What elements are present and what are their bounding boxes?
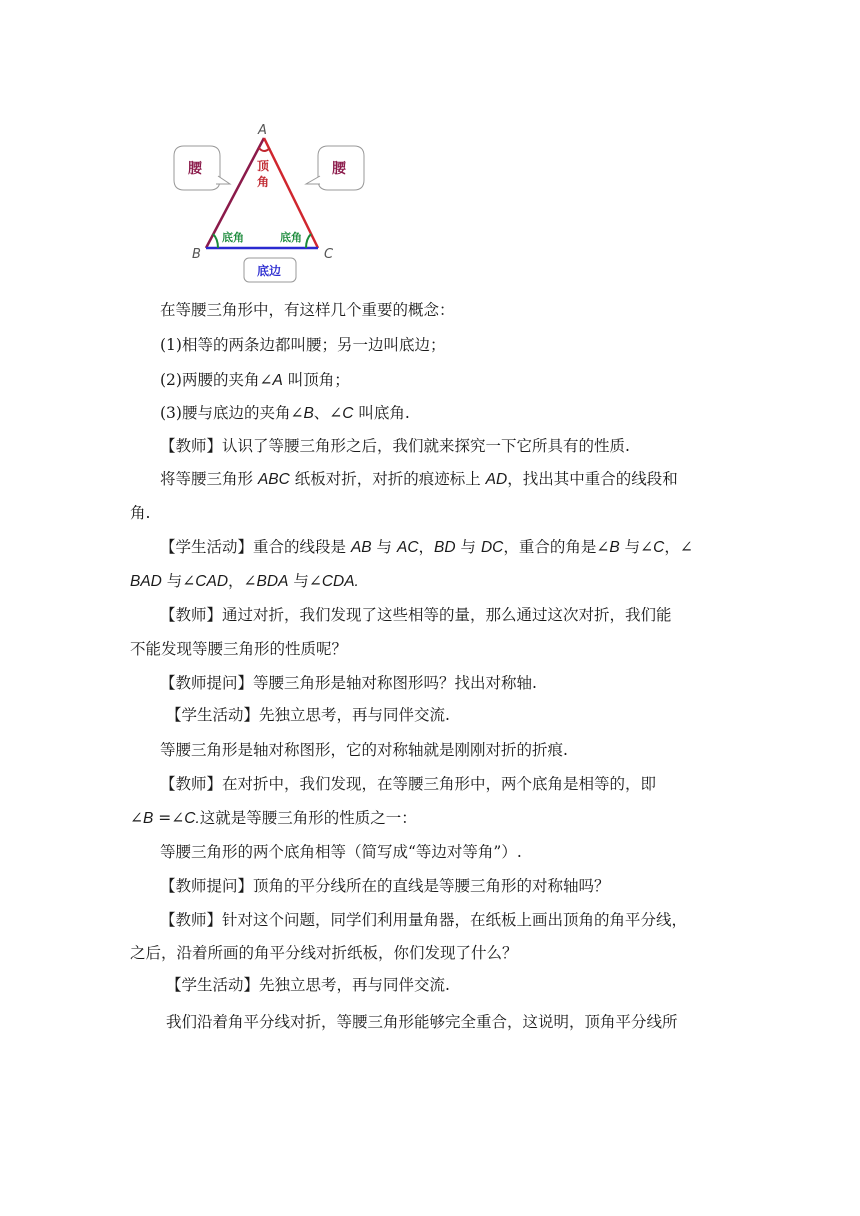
text-run: 与 bbox=[371, 538, 397, 556]
paragraph-line bbox=[166, 1012, 678, 1032]
apex-angle-label-line1: 顶 bbox=[257, 159, 270, 173]
text-run: (3)腰与底边的夹角∠ bbox=[160, 404, 304, 422]
base-label: 底边 bbox=[257, 264, 282, 278]
text-run: ，重合的角是∠ bbox=[503, 538, 610, 556]
paragraph-line bbox=[160, 910, 687, 930]
text-run: ∠ bbox=[130, 809, 143, 827]
text-run: 等腰三角形是轴对称图形，它的对称轴就是刚刚对折的折痕. bbox=[160, 741, 568, 759]
text-run: 与∠ bbox=[161, 572, 196, 590]
text-run: ，找出其中重合的线段和 bbox=[507, 470, 678, 488]
paragraph-line bbox=[160, 537, 693, 558]
left-leg-label: 腰 bbox=[188, 161, 202, 177]
text-run: 在等腰三角形中，有这样几个重要的概念： bbox=[160, 301, 455, 319]
math-symbol: CDA. bbox=[321, 573, 359, 590]
paragraph-line bbox=[130, 808, 417, 829]
paragraph-line bbox=[130, 943, 518, 963]
left-base-angle-arc bbox=[213, 234, 218, 248]
right-base-angle-arc bbox=[306, 234, 311, 248]
text-run: 【学生活动】重合的线段是 bbox=[160, 538, 351, 556]
text-run: 角. bbox=[130, 504, 151, 522]
text-run: 之后，沿着所画的角平分线对折纸板，你们发现了什么？ bbox=[130, 944, 518, 962]
text-run: 等腰三角形的两个底角相等（简写成“等边对等角”）. bbox=[160, 843, 522, 861]
paragraph-line bbox=[160, 842, 522, 862]
text-run: 【教师提问】顶角的平分线所在的直线是等腰三角形的对称轴吗？ bbox=[160, 877, 610, 895]
paragraph-line bbox=[160, 469, 678, 490]
text-run: 【教师】在对折中，我们发现，在等腰三角形中，两个底角是相等的，即 bbox=[160, 775, 657, 793]
paragraph-line bbox=[130, 571, 359, 592]
math-symbol: B bbox=[143, 810, 154, 827]
text-run: 【学生活动】先独立思考，再与同伴交流. bbox=[166, 976, 450, 994]
paragraph-line bbox=[160, 370, 350, 391]
math-symbol: C bbox=[653, 539, 665, 556]
paragraph-line bbox=[160, 300, 455, 320]
math-symbol: AD bbox=[485, 471, 508, 488]
text-run: 【学生活动】先独立思考，再与同伴交流. bbox=[166, 706, 450, 724]
text-run: 将等腰三角形 bbox=[160, 470, 258, 488]
text-run: 与 bbox=[455, 538, 481, 556]
text-run: (1)相等的两条边都叫腰；另一边叫底边； bbox=[160, 336, 446, 354]
math-symbol: BAD bbox=[130, 573, 162, 590]
text-run: 我们沿着角平分线对折，等腰三角形能够完全重合，这说明，顶角平分线所 bbox=[166, 1013, 678, 1031]
text-run: 【教师】通过对折，我们发现了这些相等的量，那么通过这次对折，我们能 bbox=[160, 606, 672, 624]
text-run: ，∠ bbox=[664, 538, 693, 556]
text-run: (2)两腰的夹角∠ bbox=[160, 371, 273, 389]
vertex-b-label: B bbox=[192, 247, 201, 262]
isosceles-triangle-figure bbox=[160, 118, 370, 290]
apex-angle-arc bbox=[259, 148, 270, 151]
paragraph-line bbox=[166, 705, 450, 725]
text-run: ， bbox=[418, 538, 435, 556]
math-symbol: BDA bbox=[256, 573, 289, 590]
right-base-angle-label: 底角 bbox=[280, 231, 302, 244]
left-base-angle-label: 底角 bbox=[222, 231, 244, 244]
math-symbol: AC bbox=[396, 539, 419, 556]
paragraph-line bbox=[160, 774, 656, 794]
math-symbol: C. bbox=[184, 810, 200, 827]
text-run: 叫底角. bbox=[353, 404, 410, 422]
right-leg-label: 腰 bbox=[332, 161, 346, 177]
text-run: 与∠ bbox=[288, 572, 322, 590]
text-run: 这就是等腰三角形的性质之一： bbox=[199, 809, 417, 827]
text-run: 不能发现等腰三角形的性质呢？ bbox=[130, 640, 348, 658]
paragraph-line bbox=[130, 503, 150, 523]
text-run: 【教师提问】等腰三角形是轴对称图形吗？找出对称轴. bbox=[160, 674, 537, 692]
paragraph-line bbox=[160, 876, 610, 896]
paragraph-line bbox=[160, 436, 630, 456]
math-symbol: CAD bbox=[195, 573, 229, 590]
paragraph-line bbox=[160, 403, 410, 424]
math-symbol: BD bbox=[434, 539, 456, 556]
paragraph-line bbox=[160, 673, 537, 693]
text-run: 【教师】针对这个问题，同学们利用量角器，在纸板上画出顶角的角平分线， bbox=[160, 911, 688, 929]
text-run: 叫顶角； bbox=[282, 371, 350, 389]
math-symbol: A bbox=[272, 372, 283, 389]
paragraph-line bbox=[160, 335, 445, 355]
left-leg-callout bbox=[174, 146, 230, 190]
math-symbol: ABC bbox=[257, 471, 290, 488]
math-symbol: B bbox=[303, 405, 314, 422]
paragraph-line bbox=[160, 605, 672, 625]
math-symbol: DC bbox=[480, 539, 504, 556]
math-symbol: B bbox=[609, 539, 620, 556]
math-symbol: C bbox=[342, 405, 354, 422]
text-run: ，∠ bbox=[228, 572, 257, 590]
paragraph-line bbox=[166, 975, 450, 995]
math-symbol: AB bbox=[350, 539, 372, 556]
apex-angle-label-line2: 角 bbox=[257, 175, 270, 189]
paragraph-line bbox=[160, 740, 568, 760]
text-run: 、∠ bbox=[313, 404, 343, 422]
paragraph-line bbox=[130, 639, 347, 659]
text-run: 纸板对折，对折的痕迹标上 bbox=[289, 470, 486, 488]
vertex-c-label: C bbox=[324, 247, 334, 262]
vertex-a-label: A bbox=[258, 123, 267, 138]
text-run: 【教师】认识了等腰三角形之后，我们就来探究一下它所具有的性质. bbox=[160, 437, 630, 455]
text-run: 与∠ bbox=[619, 538, 654, 556]
text-run: =∠ bbox=[153, 809, 185, 827]
